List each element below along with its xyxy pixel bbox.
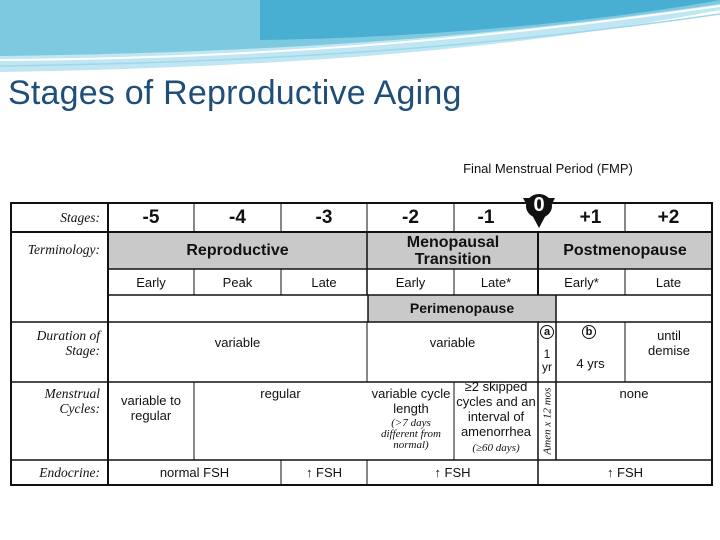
term-menopausal-transition: Menopausal Transition <box>406 233 500 268</box>
substage-cell: Peak <box>222 274 253 290</box>
stage-cell: +1 <box>579 207 602 228</box>
endocrine-post: ↑ FSH <box>606 465 644 480</box>
duration-transition: variable <box>429 334 476 350</box>
stage-cell: +2 <box>657 207 680 228</box>
amenorrhea-note-text: Amen x 12 mos <box>541 387 553 455</box>
stage-cell: -3 <box>315 207 333 228</box>
fmp-label: Final Menstrual Period (FMP) <box>463 161 633 176</box>
row-label-stages: Stages: <box>60 210 100 225</box>
marker-a: a <box>540 325 554 339</box>
marker-b: b <box>582 325 596 339</box>
term-postmenopause: Postmenopause <box>563 242 687 259</box>
endocrine-repro-late: ↑ FSH <box>305 465 343 480</box>
substage-cell: Early* <box>564 274 599 290</box>
term-reproductive: Reproductive <box>186 242 289 259</box>
duration-reproductive: variable <box>214 334 261 350</box>
slide-title: Stages of Reproductive Aging <box>8 74 462 112</box>
menstrual-early-repro: variable to regular <box>121 393 181 423</box>
fmp-stage-zero: 0 <box>533 194 545 216</box>
stage-cell: -1 <box>477 207 495 228</box>
substage-cell: Late <box>311 274 337 290</box>
row-label-menstrual: Menstrual Cycles: <box>44 386 100 416</box>
menstrual-late-transition-note: (≥60 days) <box>472 441 520 454</box>
endocrine-transition: ↑ FSH <box>434 465 471 480</box>
stage-cell: -2 <box>402 207 419 228</box>
substage-cell: Late <box>655 274 682 290</box>
menstrual-early-transition: variable cycle length <box>371 386 451 416</box>
perimenopause-band: Perimenopause <box>409 300 515 316</box>
staging-figure <box>8 158 714 488</box>
row-label-duration: Duration of Stage: <box>36 328 100 358</box>
endocrine-repro-normal: normal FSH <box>159 465 230 480</box>
substage-cell: Early <box>395 274 426 290</box>
duration-a-value: 1 yr <box>542 347 552 374</box>
row-label-terminology: Terminology: <box>27 242 100 257</box>
duration-late-post: until demise <box>648 328 690 358</box>
stage-cell: -4 <box>229 207 246 228</box>
menstrual-early-transition-note: (>7 days different from normal) <box>381 416 441 451</box>
stage-cell: -5 <box>142 207 160 228</box>
row-label-endocrine: Endocrine: <box>39 465 100 480</box>
substage-cell: Late* <box>480 274 512 290</box>
amenorrhea-note <box>539 384 555 458</box>
substage-cell: Early <box>136 274 166 290</box>
menstrual-post: none <box>619 385 649 401</box>
duration-b-value: 4 yrs <box>576 355 605 371</box>
menstrual-late-transition: ≥2 skipped cycles and an interval of amenorrhea <box>456 379 536 439</box>
menstrual-peak-late-repro: regular <box>260 385 301 401</box>
header-wave-decoration <box>0 0 720 80</box>
